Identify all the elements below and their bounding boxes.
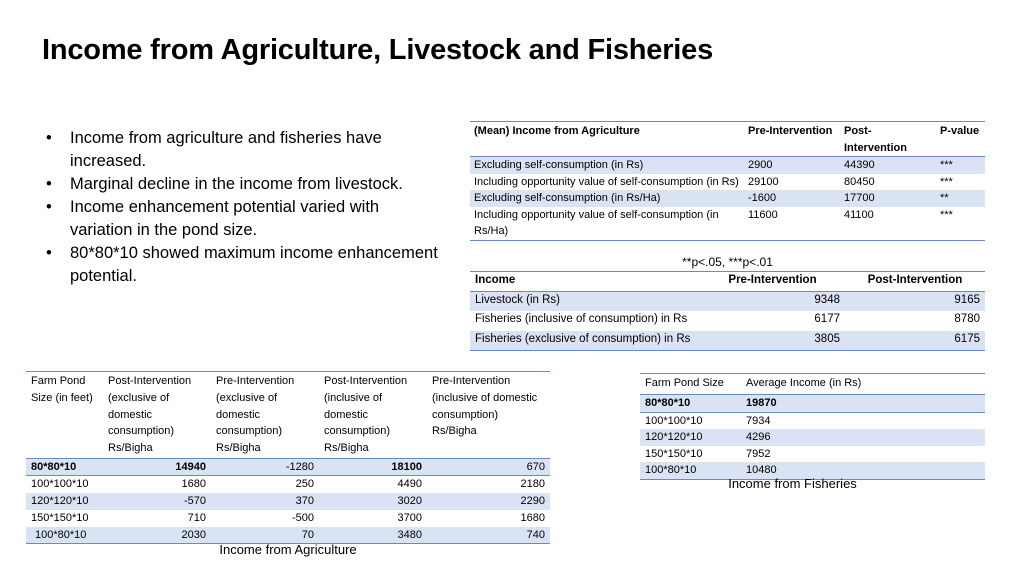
table-header: Post-Intervention xyxy=(840,122,936,157)
table-header-row xyxy=(26,372,550,459)
table-cell: 2030 xyxy=(103,527,211,544)
table-cell: 3805 xyxy=(700,331,845,351)
bullet-item: • Income from agriculture and fisheries have increased. xyxy=(46,127,446,173)
table-cell: *** xyxy=(940,175,953,188)
table-cell: 9165 xyxy=(845,292,985,312)
table-cell: 7934 xyxy=(746,414,771,427)
table-cell: 18100 xyxy=(319,458,427,476)
table-header: P-value xyxy=(936,122,985,157)
bullet-list xyxy=(46,127,446,288)
table-row xyxy=(640,446,985,463)
table-row xyxy=(470,207,985,241)
table-row xyxy=(26,493,550,510)
table-header: Pre-Intervention xyxy=(744,122,840,157)
table-cell: Excluding self-consumption (in Rs/Ha) xyxy=(470,190,744,207)
table-cell: 1680 xyxy=(520,511,545,524)
table-cell: Livestock (in Rs) xyxy=(470,292,700,312)
table-cell: 150*150*10 xyxy=(645,447,703,460)
table-cell: 70 xyxy=(211,527,319,544)
table-cell: 150*150*10 xyxy=(31,511,89,524)
table-cell: 6175 xyxy=(845,331,985,351)
table-row xyxy=(470,311,985,331)
table-cell: 100*80*10 xyxy=(26,527,103,544)
table-cell: 3480 xyxy=(319,527,427,544)
mean-income-table xyxy=(470,121,985,241)
table-header: Farm Pond Size xyxy=(640,374,741,395)
fish-pond-table xyxy=(640,373,985,480)
table-cell: 3700 xyxy=(397,511,422,524)
table-row xyxy=(470,190,985,207)
agri-pond-table xyxy=(26,371,550,544)
table-cell: *** xyxy=(940,208,953,221)
table-cell: 44390 xyxy=(840,157,936,174)
table-cell: 2290 xyxy=(427,493,550,510)
bullet-item: • 80*80*10 showed maximum income enhancement potential. xyxy=(46,242,446,288)
table-cell: -500 xyxy=(291,511,314,524)
table-cell: 80*80*10 xyxy=(640,395,741,413)
table-cell: 2900 xyxy=(744,157,840,174)
table-row xyxy=(470,292,985,312)
table-row xyxy=(470,174,985,191)
bullet-item: • Income enhancement potential varied with variation in the pond size. xyxy=(46,196,446,242)
table-cell: Fisheries (exclusive of consumption) in Rs xyxy=(470,331,700,351)
table-cell: 670 xyxy=(427,458,550,476)
table-cell: 100*80*10 xyxy=(640,462,741,479)
table-header: Pre-Intervention (inclusive of domestic consumption) Rs/Bigha xyxy=(427,372,550,459)
table-header: (Mean) Income from Agriculture xyxy=(470,122,744,157)
table-cell: Excluding self-consumption (in Rs) xyxy=(470,157,744,174)
table-row xyxy=(26,476,550,493)
table-row xyxy=(26,458,550,476)
table-row xyxy=(640,429,985,446)
fish-table-caption: Income from Fisheries xyxy=(728,476,857,491)
table-cell: 7952 xyxy=(746,447,771,460)
table-header: Post-Intervention (inclusive of domestic consumption) Rs/Bigha xyxy=(319,372,427,459)
table-header-row xyxy=(470,272,985,292)
table-cell: -1280 xyxy=(211,458,319,476)
table-header: Post-Intervention (exclusive of domestic consumption) Rs/Bigha xyxy=(103,372,211,459)
table-row xyxy=(470,157,985,174)
table-cell: 740 xyxy=(427,527,550,544)
table-cell: -570 xyxy=(103,493,211,510)
table-row xyxy=(640,412,985,429)
table-cell: 710 xyxy=(187,511,206,524)
table-header-row xyxy=(470,122,985,157)
table-cell: 4490 xyxy=(397,478,422,491)
table-cell: 9348 xyxy=(700,292,845,312)
table-header: Post-Intervention xyxy=(845,272,985,292)
table-cell: 100*100*10 xyxy=(31,478,89,491)
income-table xyxy=(470,271,985,351)
table-cell: 8780 xyxy=(954,313,980,325)
table-cell: 80*80*10 xyxy=(26,458,103,476)
table-cell: 120*120*10 xyxy=(640,429,741,446)
table-cell: 10480 xyxy=(741,462,985,479)
table-header: Farm Pond Size (in feet) xyxy=(26,372,103,459)
table-cell: 17700 xyxy=(840,190,936,207)
table-cell: 370 xyxy=(211,493,319,510)
table-row xyxy=(26,510,550,527)
agri-table-caption: Income from Agriculture xyxy=(219,542,357,557)
table-cell: 41100 xyxy=(844,208,874,221)
table-header: Income xyxy=(470,272,700,292)
table-cell: 19870 xyxy=(741,395,985,413)
table-cell: *** xyxy=(936,157,985,174)
significance-note: **p<.05, ***p<.01 xyxy=(682,255,773,269)
table-cell: Fisheries (inclusive of consumption) in Rs xyxy=(475,313,688,325)
table-cell: 80450 xyxy=(844,175,875,188)
table-header: Pre-Intervention (exclusive of domestic consumption) Rs/Bigha xyxy=(211,372,319,459)
table-cell: 250 xyxy=(295,478,314,491)
table-cell: 4296 xyxy=(741,429,985,446)
table-row xyxy=(470,331,985,351)
table-header-row xyxy=(640,374,985,395)
table-cell: 1680 xyxy=(181,478,206,491)
table-cell: 14940 xyxy=(103,458,211,476)
table-cell: Including opportunity value of self-consumption (in Rs/Ha) xyxy=(474,208,719,237)
table-cell: 100*100*10 xyxy=(645,414,703,427)
table-cell: 120*120*10 xyxy=(26,493,103,510)
table-cell: ** xyxy=(936,190,985,207)
table-cell: 11600 xyxy=(748,208,778,221)
table-cell: Including opportunity value of self-consumption (in Rs) xyxy=(474,175,739,188)
table-row xyxy=(640,395,985,413)
table-cell: 29100 xyxy=(748,175,779,188)
table-cell: 3020 xyxy=(319,493,427,510)
slide-title: Income from Agriculture, Livestock and Fisheries xyxy=(42,34,714,66)
table-header: Average Income (in Rs) xyxy=(741,374,985,395)
table-cell: 2180 xyxy=(520,478,545,491)
bullet-item: • Marginal decline in the income from livestock. xyxy=(46,173,446,196)
table-cell: -1600 xyxy=(744,190,840,207)
table-header: Pre-Intervention xyxy=(700,272,845,292)
table-cell: 6177 xyxy=(814,313,840,325)
